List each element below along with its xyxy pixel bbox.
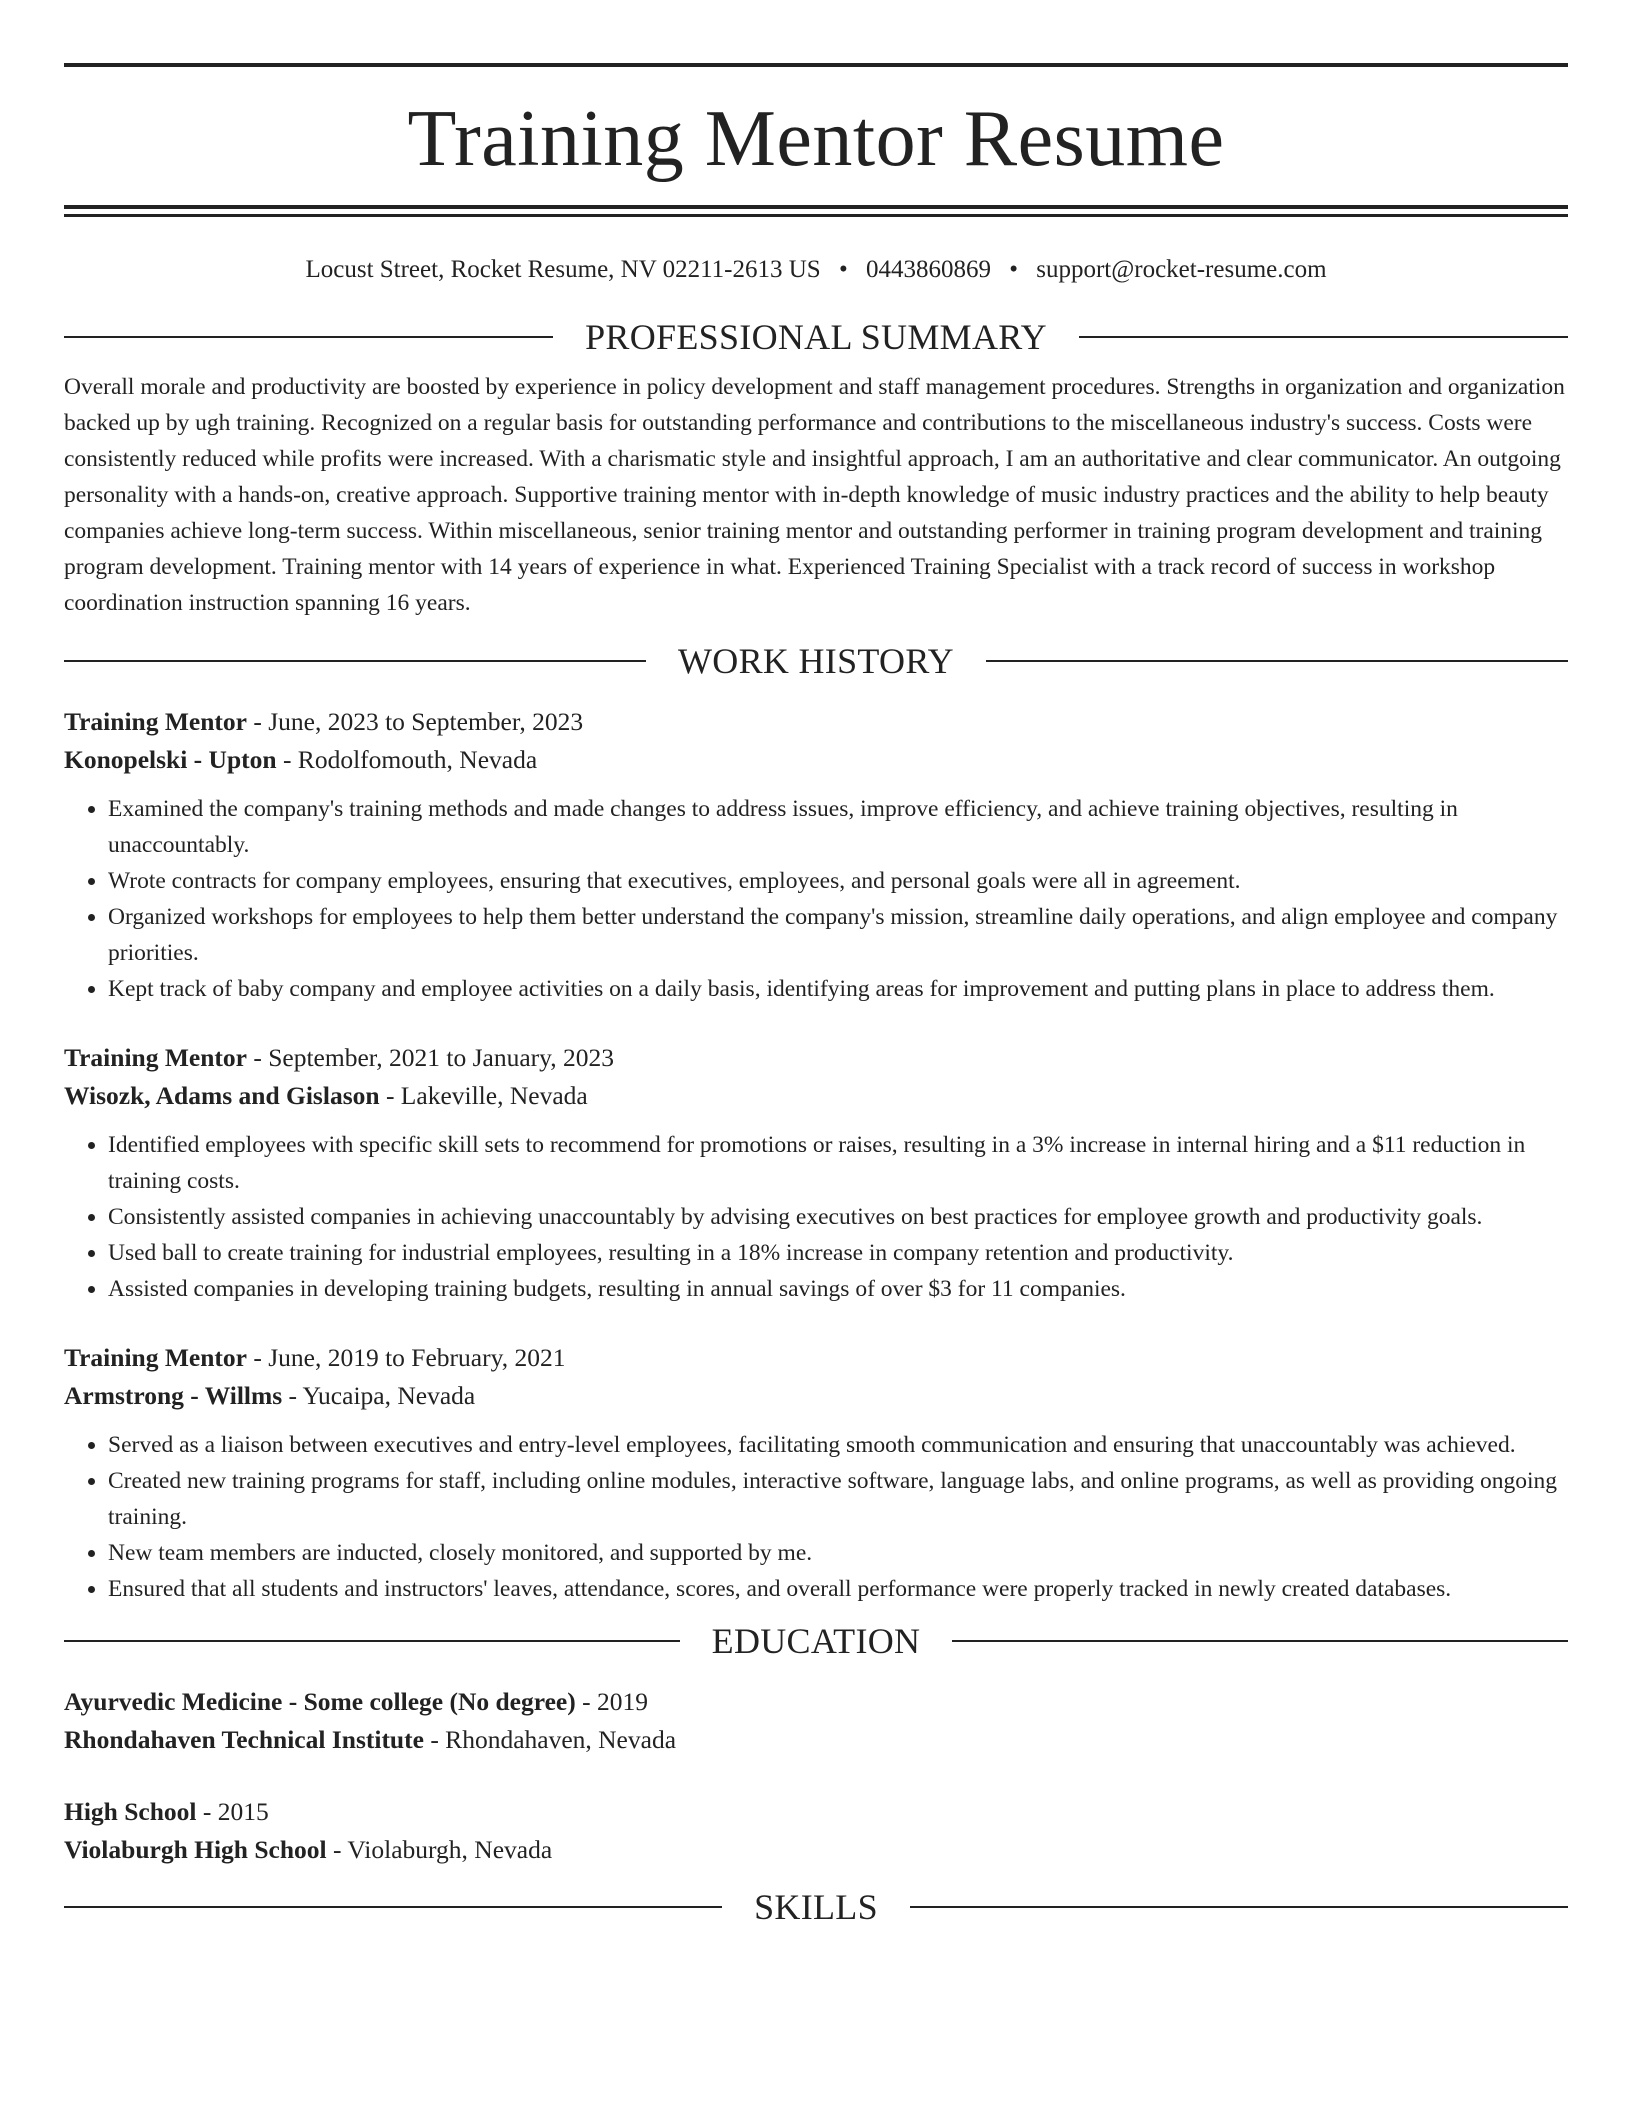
education-year: - 2015 [202, 1797, 269, 1826]
job-dates: - June, 2019 to February, 2021 [253, 1343, 566, 1372]
job-company-line [64, 1077, 1568, 1115]
summary-heading [64, 317, 1568, 357]
title-rule-upper [64, 205, 1568, 209]
contact-separator: • [838, 256, 848, 283]
education-heading-label: EDUCATION [711, 1621, 921, 1661]
heading-rule-left [64, 660, 646, 662]
job-bullet: • Ensured that all students and instructors' leaves, attendance, scores, and overall performance were properly tracked in newly created databases. [108, 1571, 1568, 1607]
job-bullet: • Served as a liaison between executives and entry-level employees, facilitating smooth communication and ensuring that unaccountably was achieved. [108, 1427, 1568, 1463]
job-location: - Yucaipa, Nevada [288, 1381, 476, 1410]
contact-address: Locust Street, Rocket Resume, NV 02211-2613 US [305, 256, 821, 283]
job-location: - Lakeville, Nevada [385, 1081, 588, 1110]
job-company: Armstrong - Willms [64, 1381, 283, 1410]
job-bullet: • Assisted companies in developing training budgets, resulting in annual savings of over $3 for 11 companies. [108, 1271, 1568, 1307]
job-title: Training Mentor [64, 1343, 247, 1372]
job-bullet: • Kept track of baby company and employee activities on a daily basis, identifying areas for improvement and putting plans in place to address them. [108, 971, 1568, 1007]
work-heading [64, 641, 1568, 681]
job-bullet: • Consistently assisted companies in achieving unaccountably by advising executives on best practices for employee growth and productivity goals. [108, 1199, 1568, 1235]
job-dates: - September, 2021 to January, 2023 [253, 1043, 614, 1072]
education-school-line [64, 1831, 1568, 1869]
job-title-line [64, 1039, 1568, 1077]
job-bullet: • New team members are inducted, closely monitored, and supported by me. [108, 1535, 1568, 1571]
heading-rule-right [910, 1906, 1568, 1908]
job-title-line [64, 1339, 1568, 1377]
job-company: Wisozk, Adams and Gislason [64, 1081, 380, 1110]
education-school: Rhondahaven Technical Institute [64, 1725, 424, 1754]
job-bullet: • Created new training programs for staff, including online modules, interactive software, language labs, and online programs, as well as providing ongoing training. [108, 1463, 1568, 1535]
job-bullet: • Organized workshops for employees to help them better understand the company's mission, streamline daily operations, and align employee and company priorities. [108, 899, 1568, 971]
job-title: Training Mentor [64, 707, 247, 736]
education-year: - 2019 [582, 1687, 648, 1716]
education-degree: Ayurvedic Medicine - Some college (No degree) [64, 1687, 576, 1716]
job-entry [64, 1039, 1568, 1307]
top-rule [64, 63, 1568, 67]
heading-rule-right [952, 1640, 1568, 1642]
work-heading-label: WORK HISTORY [678, 641, 954, 681]
job-title-line [64, 703, 1568, 741]
job-bullets [64, 791, 1568, 1007]
job-title: Training Mentor [64, 1043, 247, 1072]
job-bullets [64, 1127, 1568, 1307]
summary-text: Overall morale and productivity are boosted by experience in policy development and staff management procedures. Strengths in organization and organization backed up by ugh training. Recognized on a regular basis for outstanding performance and contributions to the miscellaneous industry's success. Costs were consistently reduced while profits were increased. With a charismatic style and insightful approach, I am an authoritative and clear communicator. An outgoing personality with a hands-on, creative approach. Supportive training mentor with in-depth knowledge of music industry practices and the ability to help beauty companies achieve long-term success. Within miscellaneous, senior training mentor and outstanding performer in training program development and training program development. Training mentor with 14 years of experience in what. Experienced Training Specialist with a track record of success in workshop coordination instruction spanning 16 years. [64, 374, 1565, 616]
title-rule-lower [64, 214, 1568, 217]
job-entry [64, 703, 1568, 1007]
job-company-line [64, 1377, 1568, 1415]
job-company-line [64, 741, 1568, 779]
heading-rule-left [64, 1640, 680, 1642]
education-location: - Violaburgh, Nevada [333, 1835, 553, 1864]
job-bullets [64, 1427, 1568, 1607]
contact-line [64, 255, 1568, 285]
education-school: Violaburgh High School [64, 1835, 327, 1864]
education-entry [64, 1793, 1568, 1869]
contact-separator: • [1009, 256, 1018, 283]
heading-rule-left [64, 336, 553, 338]
job-bullet: • Examined the company's training methods and made changes to address issues, improve efficiency, and achieve training objectives, resulting in unaccountably. [108, 791, 1568, 863]
education-heading [64, 1621, 1568, 1661]
heading-rule-left [64, 1906, 722, 1908]
education-entry [64, 1683, 1568, 1759]
job-company: Konopelski - Upton [64, 745, 277, 774]
heading-rule-right [986, 660, 1568, 662]
education-school-line [64, 1721, 1568, 1759]
job-bullet: • Used ball to create training for industrial employees, resulting in a 18% increase in company retention and productivity. [108, 1235, 1568, 1271]
skills-heading [64, 1887, 1568, 1927]
education-degree: High School [64, 1797, 197, 1826]
job-dates: - June, 2023 to September, 2023 [253, 707, 584, 736]
job-bullet: • Identified employees with specific skill sets to recommend for promotions or raises, resulting in a 3% increase in internal hiring and a $11 reduction in training costs. [108, 1127, 1568, 1199]
contact-phone: 0443860869 [865, 256, 991, 283]
contact-email: support@rocket-resume.com [1036, 256, 1327, 283]
summary-heading-label: PROFESSIONAL SUMMARY [585, 317, 1047, 357]
resume-title: Training Mentor Resume [407, 95, 1225, 183]
heading-rule-right [1079, 336, 1568, 338]
education-location: - Rhondahaven, Nevada [430, 1725, 677, 1754]
job-location: - Rodolfomouth, Nevada [282, 745, 538, 774]
job-bullet: • Wrote contracts for company employees, ensuring that executives, employees, and personal goals were all in agreement. [108, 863, 1568, 899]
job-entry [64, 1339, 1568, 1607]
skills-heading-label: SKILLS [754, 1887, 878, 1927]
education-degree-line [64, 1793, 1568, 1831]
education-degree-line [64, 1683, 1568, 1721]
